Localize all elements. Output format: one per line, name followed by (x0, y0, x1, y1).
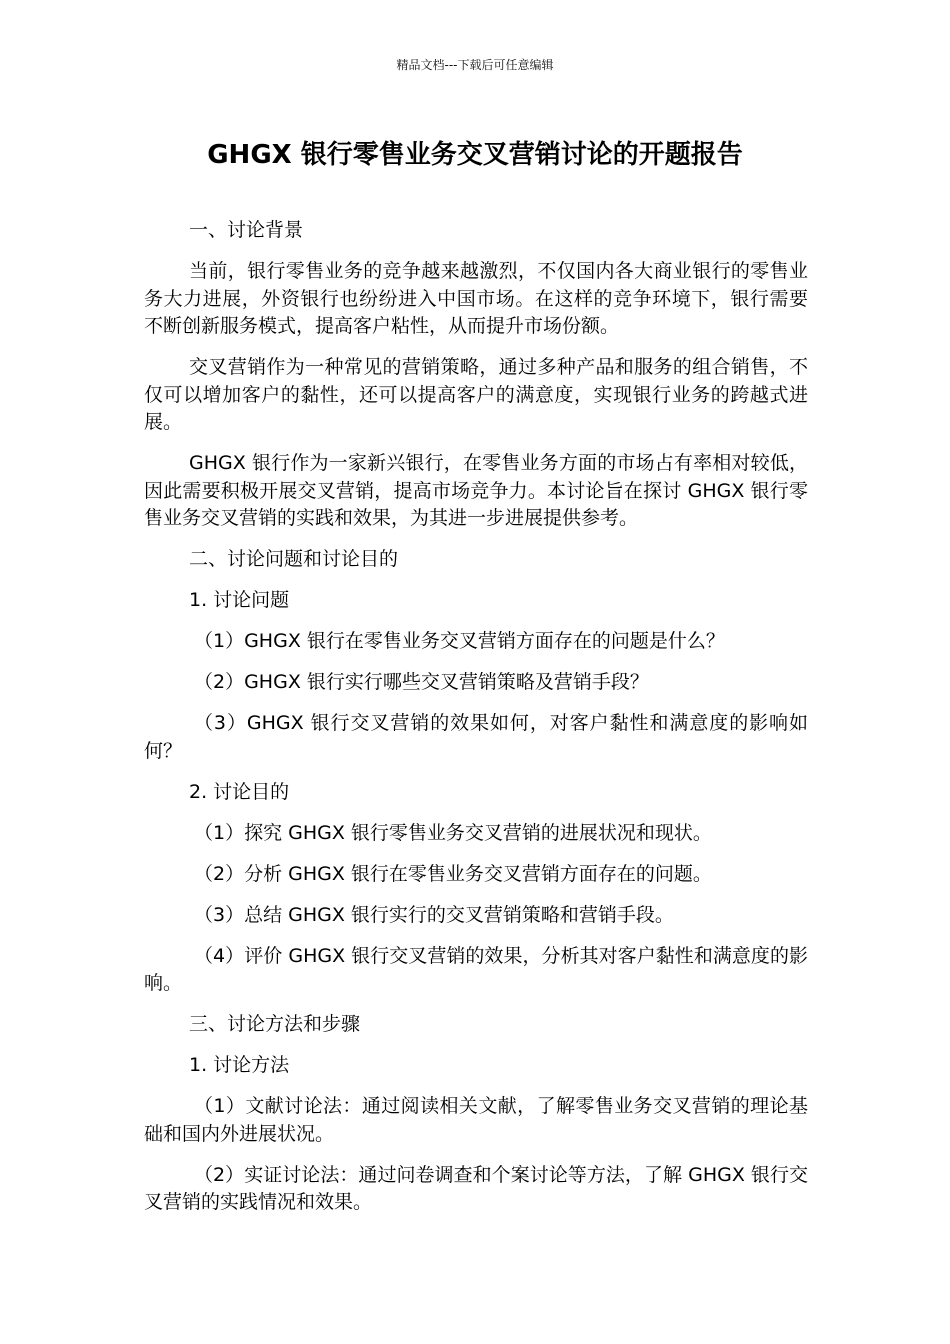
list-item: （1）GHGX 银行在零售业务交叉营销方面存在的问题是什么？ (194, 630, 725, 652)
list-item: （2）GHGX 银行实行哪些交叉营销策略及营销手段？ (194, 671, 649, 693)
subsection-heading: 2. 讨论目的 (189, 780, 290, 803)
section-heading: 二、讨论问题和讨论目的 (189, 548, 399, 570)
list-item: （2）分析 GHGX 银行在零售业务交叉营销方面存在的问题。 (194, 862, 712, 885)
list-item: （1）探究 GHGX 银行零售业务交叉营销的进展状况和现状。 (194, 821, 712, 844)
list-item: （3）总结 GHGX 银行实行的交叉营销策略和营销手段。 (194, 903, 674, 926)
section-heading: 一、讨论背景 (189, 219, 304, 241)
document-title: GHGX 银行零售业务交叉营销讨论的开题报告 (207, 140, 743, 170)
list-item: （2）实证讨论法：通过问卷调查和个案讨论等方法，了解 GHGX 银行交叉营销的实践情况和效果。 (144, 1163, 808, 1213)
body-paragraph: 当前，银行零售业务的竞争越来越激烈，不仅国内各大商业银行的零售业务大力进展，外资银行也纷纷进入中国市场。在这样的竞争环境下，银行需要不断创新服务模式，提高客户粘性，从而提升市场份额。 (144, 260, 808, 337)
subsection-heading: 1. 讨论方法 (189, 1054, 290, 1076)
list-item: （3）GHGX 银行交叉营销的效果如何，对客户黏性和满意度的影响如何？ (144, 712, 808, 762)
header-note: 精品文档---下载后可任意编辑 (396, 58, 554, 72)
body-paragraph: 交叉营销作为一种常见的营销策略，通过多种产品和服务的组合销售，不仅可以增加客户的黏性，还可以提高客户的满意度，实现银行业务的跨越式进展。 (144, 356, 808, 433)
list-item: （4）评价 GHGX 银行交叉营销的效果，分析其对客户黏性和满意度的影响。 (144, 944, 808, 994)
document-body (144, 217, 808, 1230)
subsection-heading: 1. 讨论问题 (189, 589, 290, 611)
body-paragraph: GHGX 银行作为一家新兴银行，在零售业务方面的市场占有率相对较低，因此需要积极开展交叉营销，提高市场竞争力。本讨论旨在探讨 GHGX 银行零售业务交叉营销的实践和效果，为其进一步进展提供参考。 (144, 452, 808, 529)
section-heading: 三、讨论方法和步骤 (189, 1013, 361, 1035)
list-item: （1）文献讨论法：通过阅读相关文献，了解零售业务交叉营销的理论基础和国内外进展状况。 (144, 1095, 808, 1145)
